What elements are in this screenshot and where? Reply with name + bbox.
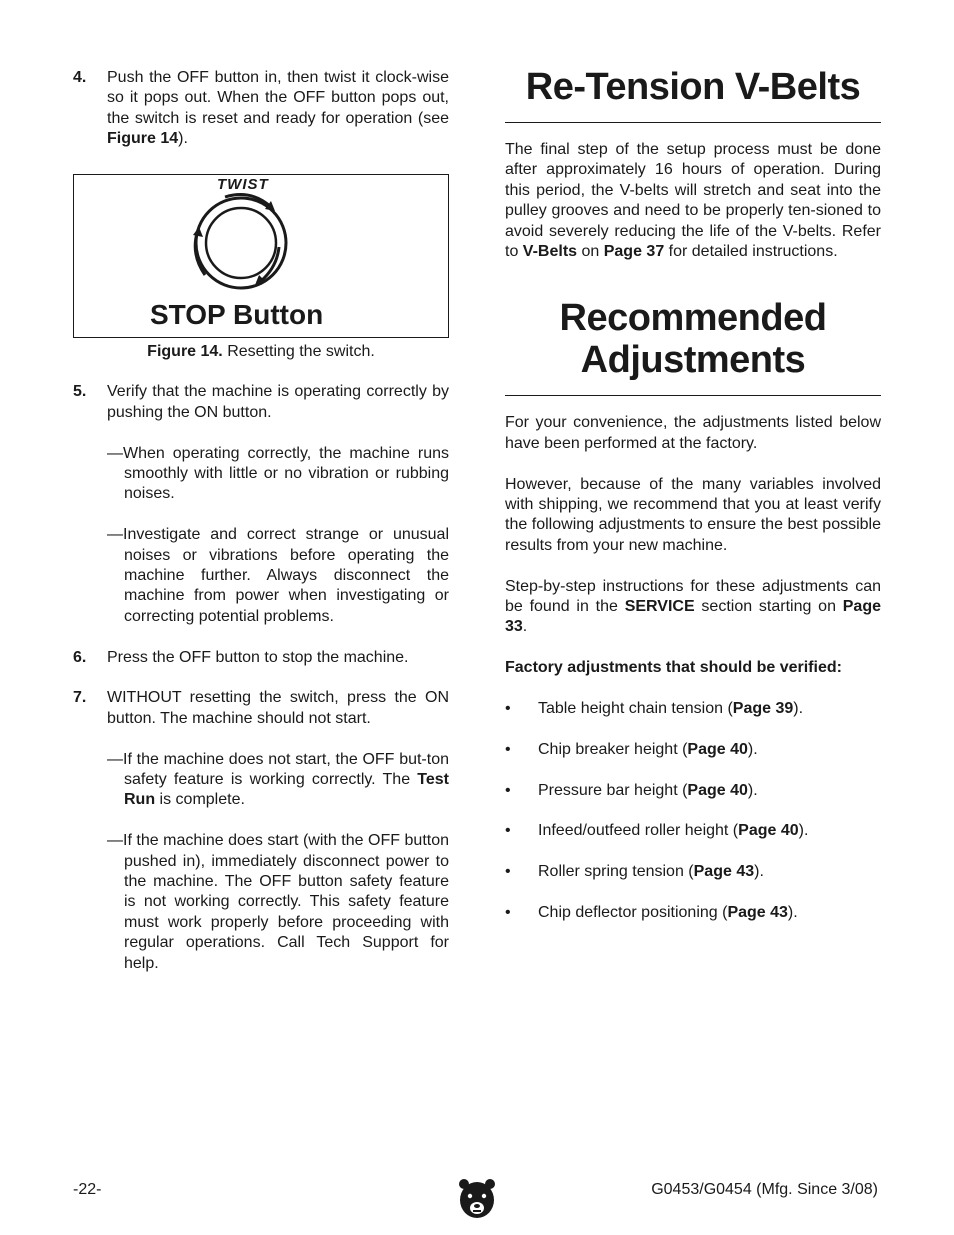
- adjustments-list: [505, 699, 881, 923]
- step-5-note-2: —Investigate and correct strange or unusual noises or vibrations before operating the machine further. Always disconnect the machine from power when investigating or correcting potential problems.: [107, 526, 449, 625]
- heading-re-tension-v-belts: Re-Tension V-Belts: [525, 66, 861, 108]
- bullet-marker: •: [505, 740, 511, 758]
- shipping-paragraph: However, because of the many variables involved with shipping, we recommend that you at least verify the following adjustments to ensure the best possible results from your new machine.: [505, 475, 881, 554]
- step-7-note-1: —If the machine does not start, the OFF but-ton safety feature is working correctly. The Test Run is complete.: [107, 750, 449, 809]
- bullet-marker: •: [505, 700, 511, 718]
- twist-label: TWIST: [217, 175, 269, 193]
- list-item: [505, 781, 881, 801]
- step-number: 4.: [73, 69, 87, 86]
- step-number: 7.: [73, 689, 87, 707]
- step-text: Verify that the machine is operating correctly by pushing the ON button.: [107, 383, 449, 421]
- step-5: [73, 382, 449, 423]
- heading-recommended-adjustments: Recommended Adjustments: [559, 297, 827, 382]
- step-7: [73, 688, 449, 729]
- list-item-text: Roller spring tension (Page 43).: [538, 863, 764, 881]
- step-7-note-2: —If the machine does start (with the OFF button pushed in), immediately disconnect power to the machine. The OFF button safety feature is not working correctly. This safety feature must work properly before proceeding with regular operations. Call Tech Support for help.: [107, 832, 449, 972]
- right-column: [505, 66, 881, 944]
- step-5-note-1: —When operating correctly, the machine runs smoothly with little or no vibration or rubbing noises.: [107, 444, 449, 503]
- stop-button-label: STOP Button: [150, 298, 324, 330]
- list-item-text: Infeed/outfeed roller height (Page 40).: [538, 822, 809, 840]
- list-item-text: Chip breaker height (Page 40).: [538, 740, 758, 758]
- bear-logo-icon: [458, 1178, 496, 1220]
- instructions-paragraph: Step-by-step instructions for these adjustments can be found in the SERVICE section starting on Page 33.: [505, 577, 881, 636]
- figure-14: [73, 174, 449, 338]
- figure-reference: Figure 14: [107, 130, 179, 148]
- step-6: [73, 648, 449, 668]
- step-4: [73, 68, 449, 150]
- step-text: Press the OFF button to stop the machine.: [107, 648, 409, 666]
- list-item-text: Chip deflector positioning (Page 43).: [538, 904, 798, 922]
- figure-caption: Figure 14. Resetting the switch.: [147, 342, 375, 360]
- model-footer: G0453/G0454 (Mfg. Since 3/08): [651, 1181, 878, 1198]
- convenience-paragraph: For your convenience, the adjustments listed below have been performed at the factory.: [505, 414, 881, 452]
- left-column: [73, 68, 449, 974]
- v-belts-paragraph: The final step of the setup process must be done after approximately 16 hours of operation. During this period, the V-belts will stretch and seat into the pulley grooves and need to be properly ten-sioned to avoid severely reducing the life of the V-belts. Refer to V-Belts on Page 37 for detailed instructions.: [505, 141, 881, 261]
- list-item: [505, 903, 881, 923]
- page-number: -22-: [73, 1181, 102, 1198]
- list-item: [505, 699, 881, 719]
- list-item: [505, 740, 881, 760]
- step-number: 5.: [73, 383, 87, 401]
- bullet-marker: •: [505, 863, 511, 881]
- bullet-marker: •: [505, 904, 511, 922]
- list-item-text: Table height chain tension (Page 39).: [538, 700, 804, 718]
- list-title: Factory adjustments that should be verified:: [505, 659, 842, 677]
- step-number: 6.: [73, 648, 87, 666]
- bullet-marker: •: [505, 822, 511, 840]
- step-text: Push the OFF button in, then twist it clock-wise so it pops out. When the OFF button pops out, the switch is reset and ready for operation (see Figure 14).: [107, 69, 449, 148]
- list-item-text: Pressure bar height (Page 40).: [538, 781, 758, 799]
- step-text: WITHOUT resetting the switch, press the ON button. The machine should not start.: [107, 689, 449, 727]
- list-item: [505, 862, 881, 882]
- list-item: [505, 821, 881, 841]
- stop-button-icon: [189, 191, 293, 295]
- bullet-marker: •: [505, 781, 511, 799]
